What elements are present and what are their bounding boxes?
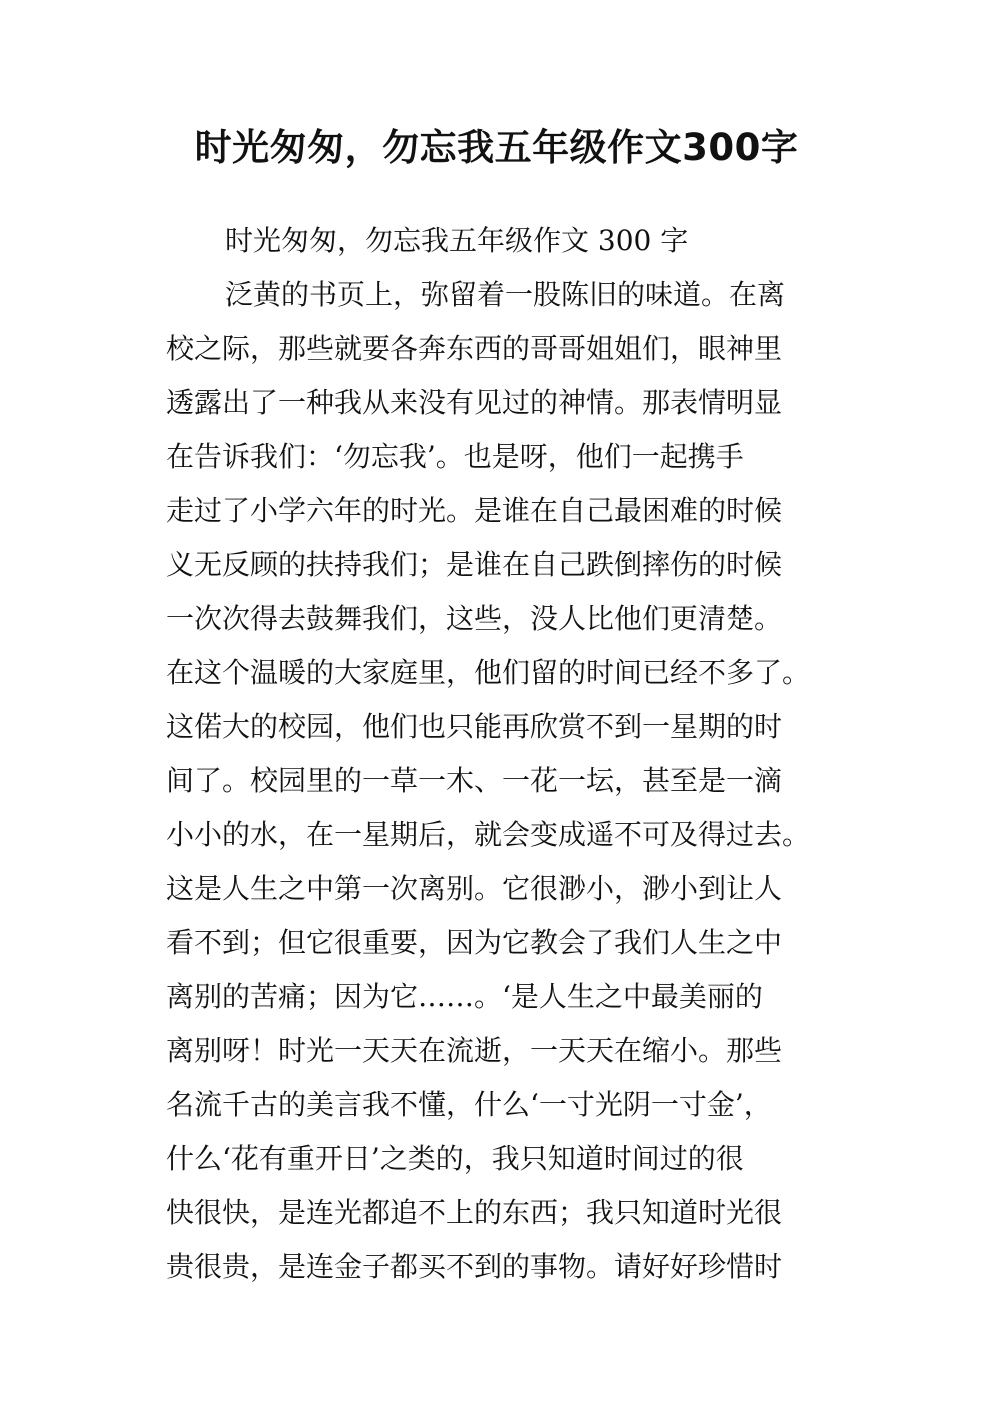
text-line: 离别的苦痛；因为它……。‘是人生之中最美丽的 xyxy=(166,980,763,1013)
text-line: 在告诉我们：‘勿忘我’。也是呀，他们一起携手 xyxy=(166,440,744,473)
text-line: 校之际，那些就要各奔东西的哥哥姐姐们，眼神里 xyxy=(166,332,783,365)
text-line: 这是人生之中第一次离别。它很渺小，渺小到让人 xyxy=(166,872,783,905)
text-line: 泛黄的书页上，弥留着一股陈旧的味道。在离 xyxy=(225,278,786,311)
text-line: 透露出了一种我从来没有见过的神情。那表情明显 xyxy=(166,386,783,419)
text-line: 小小的水，在一星期后，就会变成遥不可及得过去。 xyxy=(166,818,811,851)
text-line: 什么‘花有重开日’之类的，我只知道时间过的很 xyxy=(166,1142,744,1175)
text-line: 在这个温暖的大家庭里，他们留的时间已经不多了。 xyxy=(166,656,811,689)
text-line: 间了。校园里的一草一木、一花一坛，甚至是一滴 xyxy=(166,764,783,797)
text-line: 这偌大的校园，他们也只能再欣赏不到一星期的时 xyxy=(166,710,783,743)
text-line: 名流千古的美言我不懂，什么‘一寸光阴一寸金’， xyxy=(166,1088,772,1121)
document-title: 时光匆匆，勿忘我五年级作文300字 xyxy=(194,126,799,169)
text-line: 一次次得去鼓舞我们，这些，没人比他们更清楚。 xyxy=(166,602,783,635)
text-line: 快很快，是连光都追不上的东西；我只知道时光很 xyxy=(166,1196,783,1229)
essay-subtitle: 时光匆匆，勿忘我五年级作文 300 字 xyxy=(225,224,689,257)
text-line: 走过了小学六年的时光。是谁在自己最困难的时候 xyxy=(166,494,783,527)
text-line: 义无反顾的扶持我们；是谁在自己跌倒摔伤的时候 xyxy=(166,548,783,581)
text-line: 看不到；但它很重要，因为它教会了我们人生之中 xyxy=(166,926,783,959)
document-body xyxy=(166,214,846,1294)
text-line: 贵很贵，是连金子都买不到的事物。请好好珍惜时 xyxy=(166,1250,783,1283)
text-line: 离别呀！时光一天天在流逝，一天天在缩小。那些 xyxy=(166,1034,783,1067)
